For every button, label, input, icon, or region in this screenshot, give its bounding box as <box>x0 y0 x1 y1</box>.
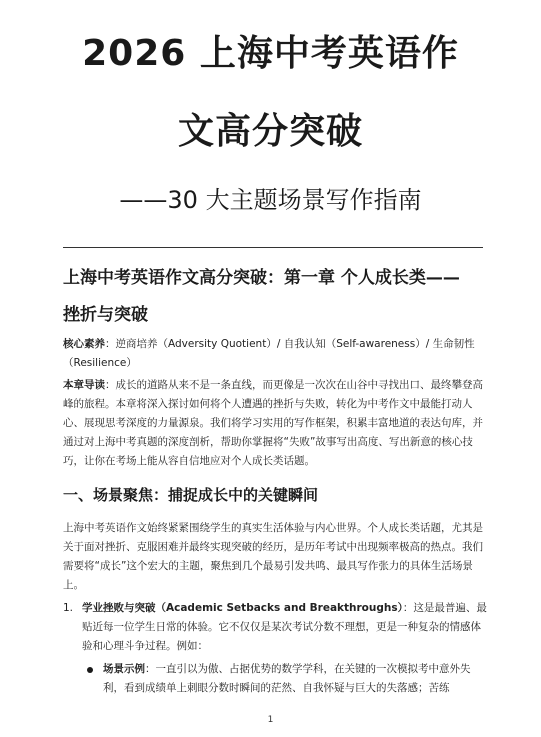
page-number: 1 <box>267 715 274 725</box>
chapter-intro-paragraph <box>63 376 488 471</box>
core-literacy-paragraph <box>63 335 488 373</box>
list-item-text: ：这是最普遍、最贴近每一位学生日常的体验。它不仅仅是某次考试分数不理想，更是一种复杂的情感体验和心理斗争过程。例如： <box>82 602 487 652</box>
list-item-content <box>82 599 488 656</box>
bullet-item-label: 场景示例 <box>103 663 145 675</box>
bullet-item-content <box>103 660 491 698</box>
chapter-title-line-2: 挫折与突破 <box>63 305 148 325</box>
chapter-intro-label: 本章导读 <box>63 379 105 391</box>
chapter-title-line-1: 上海中考英语作文高分突破：第一章 个人成长类—— <box>63 268 460 288</box>
section-body-paragraph: 上海中考英语作文始终紧紧围绕学生的真实生活体验与内心世界。个人成长类话题，尤其是关于面对挫折、克服困难并最终实现突破的经历，是历年考试中出现频率极高的热点。我们需要将“成长”这个宏大的主题，聚焦到几个最易引发共鸣、最具写作张力的具体生活场景上。 <box>63 522 483 591</box>
document-title-line-1: 2026 上海中考英语作 <box>82 33 459 74</box>
horizontal-divider <box>63 247 483 248</box>
list-item-number: 1. <box>63 602 74 614</box>
document-title-line-2: 文高分突破 <box>177 111 363 152</box>
list-item-label: 学业挫败与突破（Academic Setbacks and Breakthroughs） <box>82 602 403 614</box>
chapter-intro-text: ：成长的道路从来不是一条直线，而更像是一次次在山谷中寻找出口、最终攀登高峰的旅程。本章将深入探讨如何将个人遭遇的挫折与失败，转化为中考作文中最能打动人心、展现思考深度的力量源泉。我们将学习实用的写作框架，积累丰富地道的表达句库，并通过对上海中考真题的深度剖析，帮助你掌握将“失败”故事写出高度、写出新意的核心技巧，让你在考场上能从容自信地应对个人成长类话题。 <box>63 379 483 467</box>
core-literacy-label: 核心素养 <box>63 338 105 350</box>
bullet-item-text: ：一直引以为傲、占据优势的数学学科，在关键的一次模拟考中意外失利，看到成绩单上刺眼分数时瞬间的茫然、自我怀疑与巨大的失落感；苦练 <box>103 663 471 694</box>
section-heading: 一、场景聚焦：捕捉成长中的关键瞬间 <box>63 486 319 504</box>
core-literacy-text: ：逆商培养（Adversity Quotient）/ 自我认知（Self-awareness）/ 生命韧性（Resilience） <box>63 338 475 369</box>
document-subtitle: ——30 大主题场景写作指南 <box>119 186 422 214</box>
bullet-dot-icon <box>87 667 93 673</box>
